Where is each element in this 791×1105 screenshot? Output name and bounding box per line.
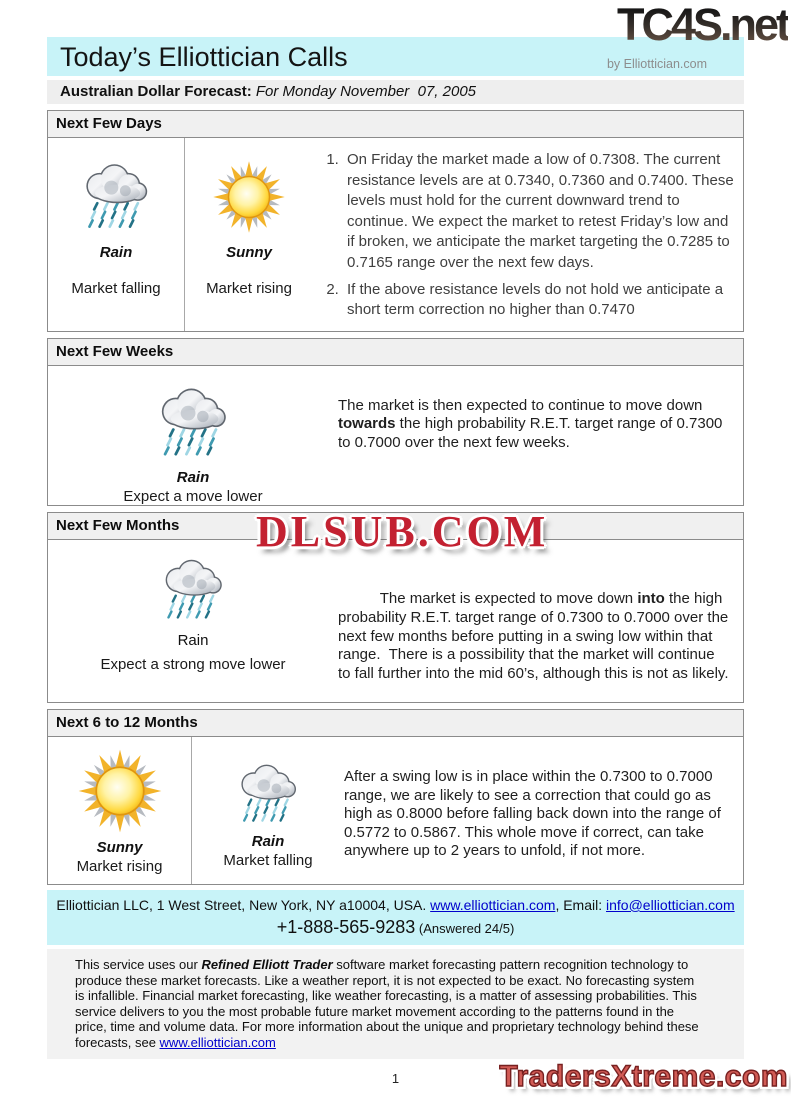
- dlsub-watermark: DLSUB.COM: [256, 506, 549, 556]
- rain-icon: [227, 759, 309, 829]
- weather-label: Rain: [99, 244, 133, 261]
- sun-icon: [211, 159, 287, 235]
- forecast-item-1: 1. On Friday the market made a low of 0.7308. The current resistance levels are at 0.7340, 0.7360 and 0.7400. These levels must hold for the current downward trend to continue. We expect the market to retest Friday’s low and if broken, we anticipate the market targeting the 0.7285 to 0.7165 range over the next few days.: [343, 150, 735, 274]
- tc4s-logo: TC4S.net: [616, 0, 788, 50]
- forecast-item-2: 2. If the above resistance levels do not hold we anticipate a short term correction no higher than 0.7470: [343, 280, 735, 321]
- sun-icon: [76, 747, 164, 835]
- contact-phone-line: [47, 917, 744, 938]
- forecast-list: [313, 138, 743, 331]
- weather-cell-rain: [48, 540, 338, 702]
- weather-cell-rain: [48, 366, 338, 505]
- weather-label: Sunny: [226, 244, 272, 261]
- section-header: Next 6 to 12 Months: [48, 710, 743, 737]
- page-footer: [47, 1060, 788, 1105]
- rain-icon: [151, 554, 235, 626]
- contact-band: [47, 890, 744, 945]
- disclaimer: This service uses our Refined Elliott Trader software market forecasting pattern recognition technology to produce these market forecasts. Like a weather report, it is not expected to be exact. No forecasting system is infallible. Financial market forecasting, like weather forecasting, is a matter of assessing probabilities. This service delivers to you the most probable future market movement according to the patterns found in the price, time and volume data. For more information about the unique and proprietary technology behind these forecasts, see www.elliottician.com: [47, 949, 744, 1060]
- section-body: [48, 138, 743, 331]
- weather-caption: Expect a move lower: [123, 487, 263, 505]
- section-next-few-weeks: [47, 338, 744, 506]
- weather-caption: Market rising: [76, 857, 163, 875]
- email-link[interactable]: info@elliottician.com: [606, 896, 735, 913]
- forecast-subheader: [47, 80, 744, 104]
- product-name: Refined Elliott Trader: [201, 956, 333, 972]
- tradersxtreme-watermark: TradersXtreme.com: [499, 1060, 788, 1094]
- weather-label: Sunny: [96, 838, 143, 856]
- page-content: [47, 0, 788, 1105]
- website-link[interactable]: www.elliottician.com: [159, 1034, 276, 1050]
- weather-caption: Market rising: [206, 280, 292, 297]
- byline: by Elliottician.com: [606, 57, 707, 71]
- phone-number: +1-888-565-9283: [276, 916, 416, 937]
- weather-cell-sunny: [185, 138, 313, 331]
- weather-cell-rain: [48, 138, 185, 331]
- section-header: Next Few Days: [48, 111, 743, 138]
- weather-caption: Market falling: [223, 851, 313, 869]
- section-next-few-days: [47, 110, 744, 332]
- weather-cell-sunny: [48, 737, 192, 884]
- section-body: [48, 540, 743, 702]
- forecast-label: Australian Dollar Forecast:: [60, 83, 252, 100]
- weather-caption: Market falling: [71, 280, 161, 297]
- page-title: Today’s Elliottician Calls: [60, 42, 348, 72]
- section-header: Next Few Weeks: [48, 339, 743, 366]
- section-body: [48, 366, 743, 505]
- weather-label: Rain: [176, 468, 210, 486]
- section-body: [48, 737, 743, 884]
- forecast-text: The market is expected to move down into the high probability R.E.T. target range of 0.7300 to 0.7000 over the next few months before putting in a swing low within that range. There is a possibility that the market will continue to fall further into the mid 60’s, although this is not as likely.: [338, 590, 733, 682]
- rain-icon: [70, 158, 162, 236]
- weather-label: Rain: [177, 631, 209, 649]
- forecast-date: For Monday November 07, 2005: [251, 83, 477, 100]
- weather-cell-rain: [192, 737, 344, 884]
- contact-address: Elliottician LLC, 1 West Street, New York, NY a10004, USA. www.elliottician.com, Email: info@elliottician.com: [56, 896, 735, 913]
- weather-label: Rain: [251, 832, 285, 850]
- weather-caption: Expect a strong move lower: [100, 655, 286, 673]
- phone-note: (Answered 24/5): [415, 920, 515, 936]
- forecast-text: After a swing low is in place within the 0.7300 to 0.7000 range, we are likely to see a correction that could go as high as 0.8000 before falling back down into the range of 0.5772 to 0.5867. This whole move if correct, can take anywhere up to 2 years to unfold, if not more.: [344, 767, 721, 860]
- rain-icon: [146, 382, 240, 464]
- website-link[interactable]: www.elliottician.com: [430, 896, 556, 913]
- section-next-6-12-months: [47, 709, 744, 885]
- section-next-few-months: [47, 506, 744, 703]
- forecast-text: The market is then expected to continue to move down towards the high probability R.E.T. target range of 0.7300 to 0.7000 over the next few weeks.: [338, 396, 723, 451]
- page-number: 1: [391, 1071, 400, 1087]
- section-header: Next Few Months: [48, 513, 743, 540]
